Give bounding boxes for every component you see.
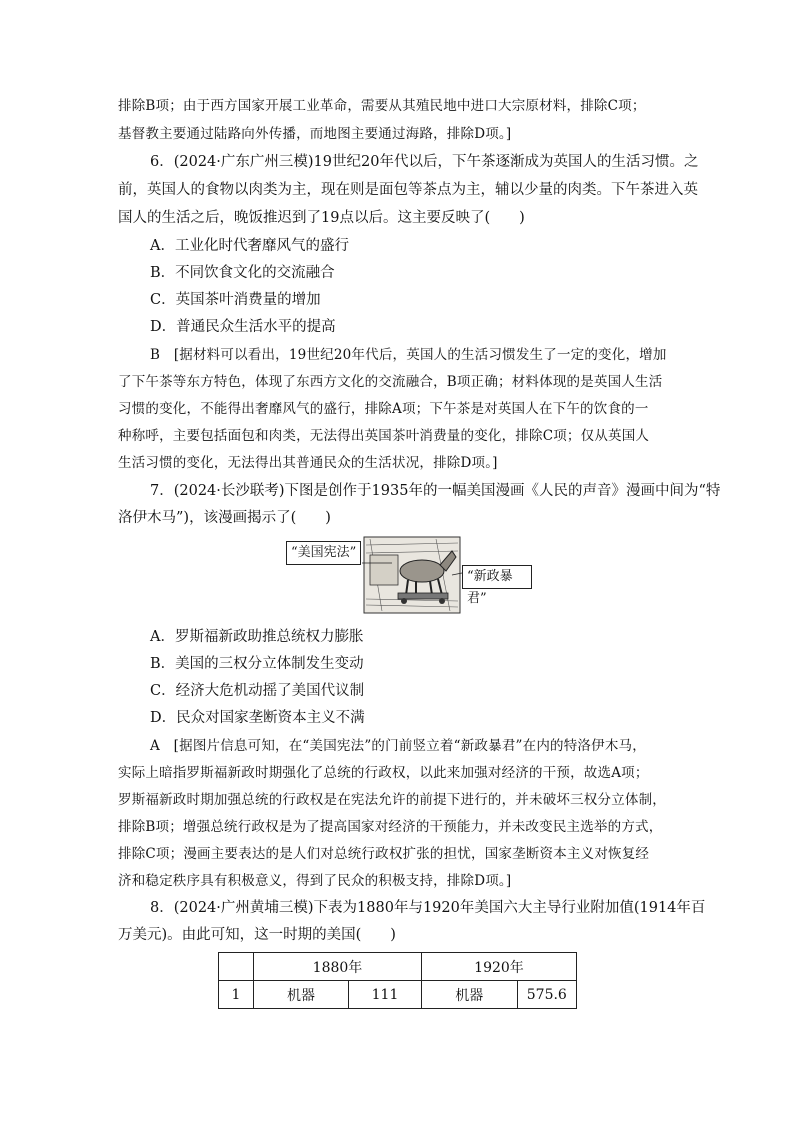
text-line-a6-l5: 生活习惯的变化，无法得出其普通民众的生活状况，排除D项。] <box>118 455 498 471</box>
text-line-q7-a: A．罗斯福新政助推总统权力膨胀 <box>150 629 364 645</box>
text-line-q6-b: B．不同饮食文化的交流融合 <box>150 265 335 281</box>
text-line-q6-l1: 6．(2024·广东广州三模)19世纪20年代以后，下午茶逐渐成为英国人的生活习惯。之 <box>150 154 699 170</box>
text-line-q6-c: C．英国茶叶消费量的增加 <box>150 292 321 308</box>
table-header-row <box>219 953 577 981</box>
table-cell: 机器 <box>254 981 349 1009</box>
table-cell: 111 <box>349 981 422 1009</box>
table-header-cell: 1920年 <box>422 953 577 981</box>
table-row <box>219 981 577 1009</box>
text-line-a7-l5: 排除C项；漫画主要表达的是人们对总统行政权扩张的担忧，国家垄断资本主义对恢复经 <box>118 846 650 862</box>
text-line-a7-l1: A [据图片信息可知，在“美国宪法”的门前竖立着“新政暴君”在内的特洛伊木马， <box>150 738 646 754</box>
text-line-a6-l4: 种称呼，主要包括面包和肉类，无法得出英国茶叶消费量的变化，排除C项；仅从英国人 <box>118 428 650 444</box>
text-line-q7-b: B．美国的三权分立体制发生变动 <box>150 656 364 672</box>
text-line-q8-l1: 8．(2024·广州黄埔三模)下表为1880年与1920年美国六大主导行业附加值(1914年百 <box>150 900 706 916</box>
text-line-q7-d: D．民众对国家垄断资本主义不满 <box>150 710 365 726</box>
text-line-a7-l3: 罗斯福新政时期加强总统的行政权是在宪法允许的前提下进行的，并未破坏三权分立体制， <box>118 792 666 808</box>
text-line-q7-l2: 洛伊木马”)，该漫画揭示了( ) <box>118 510 331 526</box>
cartoon-label-right: “新政暴君” <box>462 565 532 589</box>
cartoon-label-left: “美国宪法” <box>286 541 361 565</box>
text-line-q6-d: D．普通民众生活水平的提高 <box>150 319 336 335</box>
table-header-cell: 1880年 <box>254 953 422 981</box>
text-line-q6-l3: 国人的生活之后，晚饭推迟到了19点以后。这主要反映了( ) <box>118 210 525 226</box>
text-line-a6-l2: 了下午茶等东方特色，体现了东西方文化的交流融合，B项正确；材料体现的是英国人生活 <box>118 374 663 390</box>
table-header-cell <box>219 953 254 981</box>
text-line-a7-l4: 排除B项；增强总统行政权是为了提高国家对经济的干预能力，并未改变民主选举的方式， <box>118 819 663 835</box>
table-cell: 机器 <box>422 981 518 1009</box>
text-line-a6-l3: 习惯的变化，不能得出奢靡风气的盛行，排除A项；下午茶是对英国人在下午的饮食的一 <box>118 401 649 417</box>
industry-value-table <box>218 952 577 1009</box>
text-line-a5-l1: 排除B项；由于西方国家开展工业革命，需要从其殖民地中进口大宗原材料，排除C项； <box>118 98 646 114</box>
text-line-a7-l2: 实际上暗指罗斯福新政时期强化了总统的行政权，以此来加强对经济的干预，故选A项； <box>118 765 649 781</box>
text-line-q6-a: A．工业化时代奢靡风气的盛行 <box>150 238 349 254</box>
text-line-q7-c: C．经济大危机动摇了美国代议制 <box>150 683 365 699</box>
text-line-q6-l2: 前，英国人的食物以肉类为主，现在则是面包等茶点为主，辅以少量的肉类。下午茶进入英 <box>118 182 698 198</box>
text-line-a5-l2: 基督教主要通过陆路向外传播，而地图主要通过海路，排除D项。] <box>118 126 512 142</box>
text-line-a6-l1: B [据材料可以看出，19世纪20年代后，英国人的生活习惯发生了一定的变化，增加 <box>150 347 667 363</box>
text-line-a7-l6: 济和稳定秩序具有积极意义，得到了民众的积极支持，排除D项。] <box>118 873 512 889</box>
text-line-q8-l2: 万美元)。由此可知，这一时期的美国( ) <box>118 927 396 943</box>
text-line-q7-l1: 7．(2024·长沙联考)下图是创作于1935年的一幅美国漫画《人民的声音》漫画中间为“特 <box>150 483 721 499</box>
table-cell: 575.6 <box>517 981 576 1009</box>
table-cell: 1 <box>219 981 254 1009</box>
cartoon-figure <box>286 535 532 615</box>
